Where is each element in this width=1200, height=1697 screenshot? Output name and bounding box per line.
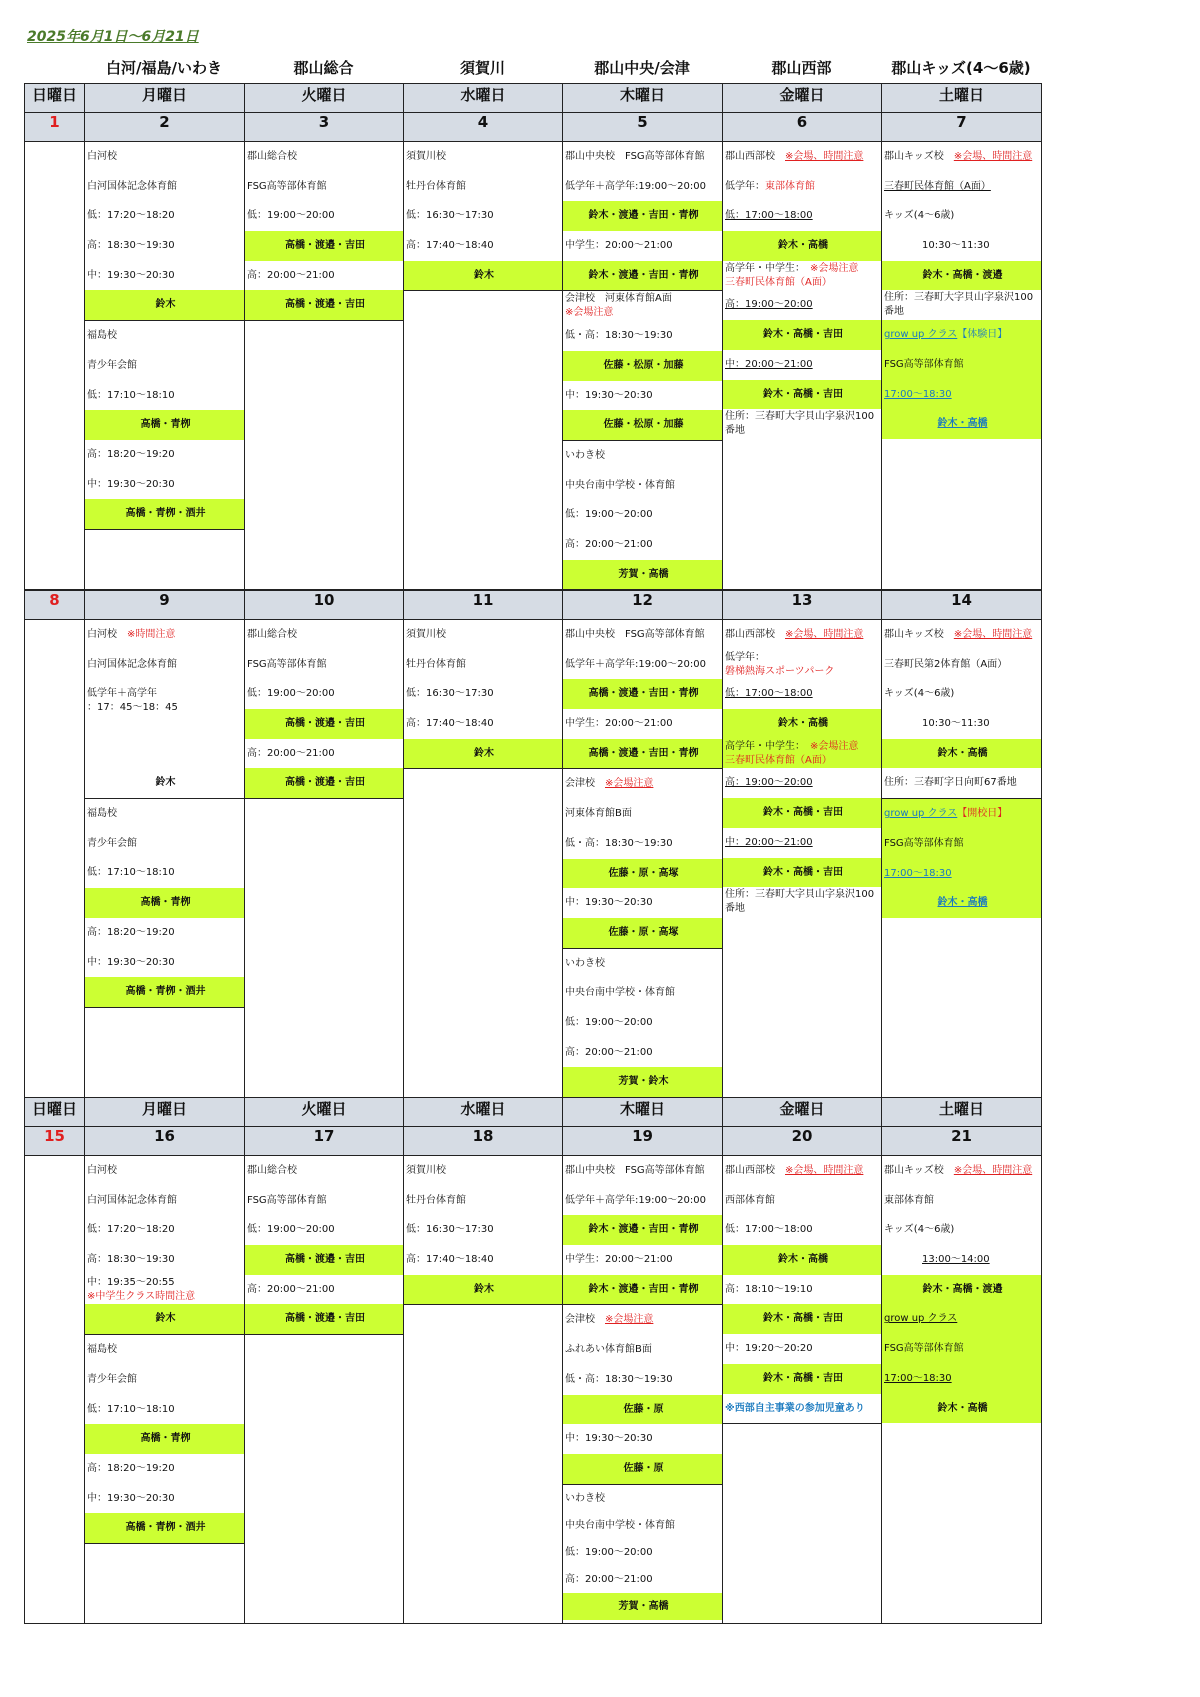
time-slot: 低学年＋高学年:19:00～20:00: [565, 1194, 707, 1206]
time-slot: 高：18:30～19:30: [87, 1254, 175, 1266]
time-slot: 高：20:00～21:00: [565, 538, 653, 550]
time-slot: 17:00～18:30: [884, 1372, 952, 1384]
staff-names: 佐藤・原: [563, 1395, 722, 1425]
time-slot: 高：20:00～21:00: [565, 1573, 653, 1585]
staff-names: 鈴木・高橋: [882, 739, 1041, 769]
day-cell-tue: [245, 1156, 404, 1624]
venue: 磐梯熱海スポーツパーク: [725, 665, 835, 677]
school-venue-note: [563, 291, 722, 321]
group-label: 高学年・中学生：: [725, 262, 800, 274]
staff-names: 高橋・渡邉・吉田: [245, 1304, 403, 1335]
staff-names: 鈴木・高橋: [723, 231, 881, 261]
venue-warning: ※会場、時間注意: [785, 629, 864, 640]
day-cell-tue: [245, 620, 404, 1098]
date-cell: 21: [882, 1127, 1042, 1156]
time-slot: 中：19:30～20:30: [87, 1492, 175, 1504]
time-slot: 10:30～11:30: [922, 240, 990, 252]
staff-names: 芳賀・高橋: [563, 560, 722, 590]
day-cell-sat: [882, 1156, 1042, 1624]
staff-names: 鈴木: [404, 1275, 562, 1306]
venue: FSG高等部体育館: [884, 1343, 964, 1355]
school-name: いわき校: [565, 1492, 605, 1504]
staff-names: 鈴木・高橋・渡邉: [882, 261, 1041, 291]
time-slot: 低：17:10～18:10: [87, 867, 175, 879]
school-line: [723, 620, 881, 650]
day-cell-tue: [245, 142, 404, 590]
venue: FSG高等部体育館: [247, 180, 327, 192]
time-slot: 低学年＋高学年:19:00～20:00: [565, 658, 707, 670]
column-heading-shirakawa: 白河/福島/いわき: [106, 59, 222, 77]
time-slot: 中：19:20～20:20: [725, 1343, 813, 1355]
weekday-fri: 金曜日: [723, 84, 882, 113]
school-name: 郡山キッズ校: [884, 151, 944, 162]
group-label: 低学年：: [725, 651, 765, 663]
growup-block: [882, 1304, 1041, 1423]
venue-warning: ※会場、時間注意: [953, 1165, 1033, 1176]
staff-names: 鈴木・渡邉・吉田・青栁: [563, 201, 722, 231]
school-line: [882, 1156, 1041, 1186]
staff-names: 高橋・青栁: [85, 410, 244, 440]
class-name: grow up クラス: [884, 808, 958, 820]
time-slot: 高：18:20～19:20: [87, 926, 175, 938]
address: [723, 409, 881, 439]
class-note: 【体験日】: [957, 329, 1008, 341]
school-name: 須賀川校: [406, 629, 446, 640]
day-cell-fri: [723, 620, 882, 1098]
weekday-header-row: [25, 1098, 1042, 1127]
school-name: 福島校: [87, 330, 117, 342]
staff-names: 高橋・渡邉・吉田: [245, 709, 403, 739]
venue: 中央台南中学校・体育館: [565, 479, 675, 491]
address-line: 住所：三春町大字貝山字泉沢100: [725, 411, 875, 423]
time-slot: 中：19:30～20:30: [565, 389, 653, 401]
staff-names: 高橋・青栁・酒井: [85, 1513, 244, 1544]
class-name: キッズ(4～6歳): [884, 210, 955, 222]
column-heading-koriyama-kids: 郡山キッズ(4～6歳): [891, 59, 1031, 77]
venue: 東部体育館: [765, 180, 815, 192]
date-cell: 19: [563, 1127, 723, 1156]
time-slot: 低：19:00～20:00: [565, 1016, 653, 1028]
group-venue-note: [723, 739, 881, 769]
staff-names: 鈴木・渡邉・吉田・青栁: [563, 261, 722, 292]
weekday-wed: 水曜日: [404, 1098, 563, 1127]
staff-names: 佐藤・原・高塚: [563, 918, 722, 949]
class-line: [882, 799, 1041, 829]
date-cell: 16: [85, 1127, 245, 1156]
date-cell: 12: [563, 591, 723, 620]
school-venue: 郡山中央校 FSG高等部体育館: [565, 629, 705, 640]
class-name: キッズ(4～6歳): [884, 688, 955, 700]
time-slot: 高：20:00～21:00: [247, 269, 335, 281]
time-slot: 低：17:20～18:20: [87, 210, 175, 222]
venue: 白河国体記念体育館: [87, 658, 177, 670]
group-line: [723, 172, 881, 202]
venue: 三春町民体育館（A面）: [725, 276, 832, 288]
staff-names: 鈴木: [85, 1304, 244, 1335]
day-cell-wed: [404, 142, 563, 590]
day-cell-sat: [882, 620, 1042, 1098]
address-line: 住所：三春町大字貝山字泉沢100: [725, 889, 875, 901]
venue: 三春町民体育館（A面）: [725, 754, 832, 766]
date-cell: 18: [404, 1127, 563, 1156]
date-row: [25, 591, 1042, 620]
day-cell-thu: [563, 620, 723, 1098]
school-name: 郡山総合校: [247, 629, 297, 640]
day-cell-sat: [882, 142, 1042, 590]
address-line: 番地: [725, 425, 745, 437]
staff-names: 芳賀・鈴木: [563, 1067, 722, 1097]
weekday-header-row: [25, 84, 1042, 113]
time-slot: 低・高：18:30～19:30: [565, 837, 673, 849]
staff-names: 鈴木・渡邉・吉田・青栁: [563, 1275, 722, 1306]
venue: 青少年会館: [87, 1373, 137, 1385]
calendar-week-1: [24, 83, 1042, 590]
venue-warning: ※会場、時間注意: [785, 151, 864, 162]
time-slot: 高：19:00～20:00: [725, 299, 813, 311]
date-sunday: 15: [25, 1127, 85, 1156]
school-venue: 郡山中央校 FSG高等部体育館: [565, 151, 705, 162]
time-slot: 中：19:30～20:30: [87, 956, 175, 968]
staff-names: 鈴木・高橋: [937, 1402, 988, 1414]
school-name: 郡山西部校: [725, 1165, 775, 1176]
venue: 牡丹台体育館: [406, 180, 466, 192]
sunday-cell: [25, 1156, 85, 1624]
time-slot: 高：17:40～18:40: [406, 1254, 494, 1266]
school-name: 郡山総合校: [247, 151, 297, 162]
weekday-tue: 火曜日: [245, 1098, 404, 1127]
school-line: [563, 1305, 722, 1335]
date-cell: 3: [245, 113, 404, 142]
venue: 牡丹台体育館: [406, 658, 466, 670]
staff-names: 鈴木・高橋・吉田: [723, 858, 881, 888]
date-cell: 4: [404, 113, 563, 142]
time-slot: 中：19:30～20:30: [565, 897, 653, 909]
date-sunday: 1: [25, 113, 85, 142]
combined-time-block: [85, 679, 244, 768]
staff-names: 鈴木・高橋・吉田: [723, 380, 881, 410]
venue: 青少年会館: [87, 359, 137, 371]
school-name: いわき校: [565, 957, 605, 969]
venue: FSG高等部体育館: [247, 1194, 327, 1206]
time-slot: 高：20:00～21:00: [247, 747, 335, 759]
school-line: [882, 142, 1041, 172]
time-slot: 17:00～18:30: [884, 867, 952, 879]
column-heading-koriyama-chuo: 郡山中央/会津: [594, 59, 690, 77]
group-venue: [723, 650, 881, 680]
time-slot: 中：19:30～20:30: [87, 269, 175, 281]
venue: FSG高等部体育館: [247, 658, 327, 670]
date-row: [25, 1127, 1042, 1156]
time-slot: 中学生：20:00～21:00: [565, 718, 673, 730]
weekday-mon: 月曜日: [85, 84, 245, 113]
calendar-week-3: [24, 1097, 1042, 1624]
staff-names: 鈴木: [404, 739, 562, 770]
date-sunday: 8: [25, 591, 85, 620]
weekday-fri: 金曜日: [723, 1098, 882, 1127]
weekday-sun: 日曜日: [25, 84, 85, 113]
date-cell: 20: [723, 1127, 882, 1156]
school-venue: 郡山中央校 FSG高等部体育館: [565, 1165, 705, 1176]
venue: 中央台南中学校・体育館: [565, 1519, 675, 1531]
date-cell: 14: [882, 591, 1042, 620]
time-slot: 低・高：18:30～19:30: [565, 330, 673, 342]
time-slot: 低：16:30～17:30: [406, 210, 494, 222]
venue: 三春町民第2体育館（A面）: [884, 658, 1008, 670]
time-slot: 高：17:40～18:40: [406, 718, 494, 730]
address-line: 番地: [884, 306, 904, 318]
staff-names: 佐藤・原・高塚: [563, 859, 722, 889]
staff-names: 高橋・青栁: [85, 888, 244, 918]
school-venue: 会津校 河東体育館A面: [565, 293, 672, 305]
venue: FSG高等部体育館: [884, 837, 964, 849]
date-cell: 6: [723, 113, 882, 142]
group-label: 低学年＋高学年: [87, 688, 157, 700]
class-name: grow up クラス: [884, 1313, 958, 1325]
time-slot: 低：19:00～20:00: [247, 688, 335, 700]
day-cell-thu: [563, 1156, 723, 1624]
time-slot: 低：19:00～20:00: [247, 1224, 335, 1236]
address-line: 住所：三春町大字貝山字泉沢100: [884, 292, 1034, 304]
school-line: [85, 620, 244, 650]
staff-names: 鈴木・高橋・吉田: [723, 798, 881, 828]
time-slot: 13:00～14:00: [922, 1254, 990, 1266]
participation-note: ※西部自主事業の参加児童あり: [723, 1394, 881, 1425]
venue-warning: ※会場、時間注意: [953, 629, 1033, 640]
day-cell-mon: [85, 1156, 245, 1624]
sunday-cell: [25, 142, 85, 590]
school-name: 郡山西部校: [725, 151, 775, 162]
time-slot: 高：17:40～18:40: [406, 240, 494, 252]
staff-names: 高橋・青栁・酒井: [85, 499, 244, 530]
weekday-thu: 木曜日: [563, 84, 723, 113]
venue: 東部体育館: [884, 1194, 934, 1206]
time-slot: 低：19:00～20:00: [247, 210, 335, 222]
time-slot: 低：16:30～17:30: [406, 688, 494, 700]
time-slot: 低：17:20～18:20: [87, 1224, 175, 1236]
school-name: 会津校: [565, 778, 595, 790]
class-line: [882, 320, 1041, 350]
time-slot: 高：19:00～20:00: [725, 777, 813, 789]
school-name: 郡山西部校: [725, 629, 775, 640]
venue: FSG高等部体育館: [884, 358, 964, 370]
day-cell-fri: [723, 142, 882, 590]
address: 住所：三春町字日向町67番地: [882, 768, 1041, 799]
school-name: 白河校: [87, 151, 117, 162]
staff-names: 高橋・渡邉・吉田・青栁: [563, 679, 722, 709]
time-slot: ：17：45～18：45: [87, 702, 178, 714]
venue: 西部体育館: [725, 1194, 775, 1206]
staff-names: 高橋・渡邉・吉田: [245, 768, 403, 799]
day-cell-wed: [404, 620, 563, 1098]
growup-block: [882, 320, 1041, 439]
staff-names: 高橋・渡邉・吉田: [245, 1245, 403, 1275]
staff-names: 鈴木・高橋: [937, 897, 988, 909]
time-slot: 低・高：18:30～19:30: [565, 1373, 673, 1385]
time-slot: 低：17:10～18:10: [87, 389, 175, 401]
weekday-wed: 水曜日: [404, 84, 563, 113]
school-name: 郡山キッズ校: [884, 1165, 944, 1176]
school-name: 須賀川校: [406, 151, 446, 162]
time-slot: 中：19:30～20:30: [565, 1433, 653, 1445]
venue-warning: ※会場注意: [605, 778, 654, 790]
group-label: 高学年・中学生：: [725, 740, 800, 752]
staff-names: 佐藤・松原・加藤: [563, 351, 722, 381]
venue: 白河国体記念体育館: [87, 1194, 177, 1206]
school-line: [563, 769, 722, 799]
time-slot: 中：19:35～20:55: [87, 1276, 175, 1288]
venue-warning: ※会場注意: [810, 740, 859, 752]
date-cell: 2: [85, 113, 245, 142]
date-cell: 7: [882, 113, 1042, 142]
time-slot: 高：18:10～19:10: [725, 1283, 813, 1295]
staff-names: 鈴木: [85, 768, 244, 799]
school-line: [723, 142, 881, 172]
time-slot: 中学生：20:00～21:00: [565, 1254, 673, 1266]
school-name: 福島校: [87, 808, 117, 820]
class-name: キッズ(4～6歳): [884, 1224, 955, 1236]
venue: 中央台南中学校・体育館: [565, 987, 675, 999]
class-name: grow up クラス: [884, 329, 958, 341]
school-line: [882, 620, 1041, 650]
address-line: 番地: [725, 903, 745, 915]
day-cell-mon: [85, 620, 245, 1098]
schedule-title: 2025年6月1日～6月21日: [27, 29, 199, 45]
time-slot: 高：18:20～19:20: [87, 1462, 175, 1474]
date-cell: 13: [723, 591, 882, 620]
venue-warning: ※会場注意: [565, 307, 614, 319]
staff-names: 鈴木・高橋: [723, 1245, 881, 1275]
time-warning: ※中学生クラス時間注意: [87, 1290, 196, 1302]
time-slot-note: [85, 1275, 244, 1305]
group-venue-note: [723, 261, 881, 291]
staff-names: 高橋・青栁・酒井: [85, 977, 244, 1008]
time-slot: 中：19:30～20:30: [87, 478, 175, 490]
school-name: 会津校: [565, 1314, 595, 1326]
day-cell-fri: [723, 1156, 882, 1624]
time-slot: 10:30～11:30: [922, 718, 990, 730]
staff-names: 高橋・渡邉・吉田: [245, 231, 403, 261]
staff-names: 鈴木・高橋・吉田: [723, 320, 881, 350]
venue: 牡丹台体育館: [406, 1194, 466, 1206]
school-name: 白河校: [87, 629, 117, 640]
time-slot: 低学年＋高学年:19:00～20:00: [565, 180, 707, 192]
group-label: 低学年：: [725, 180, 765, 192]
time-slot: 低：19:00～20:00: [565, 1546, 653, 1558]
school-name: 福島校: [87, 1344, 117, 1356]
venue: 白河国体記念体育館: [87, 180, 177, 192]
sunday-cell: [25, 620, 85, 1098]
venue-warning: ※会場注意: [810, 262, 859, 274]
school-name: 郡山キッズ校: [884, 629, 944, 640]
growup-block: [882, 799, 1041, 918]
staff-names: 鈴木・渡邉・吉田・青栁: [563, 1215, 722, 1245]
venue: 三春町民体育館（A面）: [884, 180, 991, 192]
school-name: 郡山総合校: [247, 1165, 297, 1176]
time-warning: ※時間注意: [127, 629, 176, 640]
date-row: [25, 113, 1042, 142]
school-name: 須賀川校: [406, 1165, 446, 1176]
address: [882, 290, 1041, 320]
school-name: 白河校: [87, 1165, 117, 1176]
time-slot: 低：19:00～20:00: [565, 509, 653, 521]
time-slot: 高：18:30～19:30: [87, 240, 175, 252]
staff-names: 鈴木: [404, 261, 562, 292]
time-slot: 低：17:00～18:00: [725, 1224, 813, 1236]
staff-names: 鈴木・高橋: [723, 709, 881, 739]
time-slot: 17:00～18:30: [884, 388, 952, 400]
venue: ふれあい体育館B面: [565, 1344, 652, 1356]
time-slot: 高：20:00～21:00: [565, 1046, 653, 1058]
staff-names: 鈴木・高橋・吉田: [723, 1304, 881, 1334]
staff-names: 鈴木・高橋: [937, 418, 988, 430]
staff-names: 高橋・渡邉・吉田: [245, 290, 403, 321]
day-cell-thu: [563, 142, 723, 590]
date-cell: 5: [563, 113, 723, 142]
staff-names: 鈴木: [85, 290, 244, 321]
time-slot: 低：17:00～18:00: [725, 210, 813, 222]
school-line: [723, 1156, 881, 1186]
staff-names: 佐藤・原: [563, 1454, 722, 1485]
venue: 青少年会館: [87, 837, 137, 849]
staff-names: 佐藤・松原・加藤: [563, 410, 722, 441]
column-heading-koriyama-seibu: 郡山西部: [771, 59, 832, 77]
weekday-thu: 木曜日: [563, 1098, 723, 1127]
column-heading-sukagawa: 須賀川: [459, 59, 505, 77]
time-slot: 中：20:00～21:00: [725, 836, 813, 848]
staff-names: 高橋・青栁: [85, 1424, 244, 1454]
weekday-mon: 月曜日: [85, 1098, 245, 1127]
day-cell-wed: [404, 1156, 563, 1624]
calendar-week-2: [24, 590, 1042, 1098]
date-cell: 11: [404, 591, 563, 620]
time-slot: 低：16:30～17:30: [406, 1224, 494, 1236]
date-cell: 9: [85, 591, 245, 620]
staff-names: 鈴木・高橋・渡邉: [882, 1275, 1041, 1305]
venue-warning: ※会場注意: [605, 1314, 654, 1326]
weekday-sat: 土曜日: [882, 1098, 1042, 1127]
time-slot: 低：17:10～18:10: [87, 1403, 175, 1415]
column-heading-koriyama-sogo: 郡山総合: [293, 59, 354, 77]
weekday-tue: 火曜日: [245, 84, 404, 113]
staff-names: 高橋・渡邉・吉田・青栁: [563, 739, 722, 770]
time-slot: 中：20:00～21:00: [725, 358, 813, 370]
venue-warning: ※会場、時間注意: [785, 1165, 864, 1176]
time-slot: 中学生：20:00～21:00: [565, 240, 673, 252]
venue: 河東体育館B面: [565, 808, 632, 820]
date-cell: 17: [245, 1127, 404, 1156]
time-slot: 低：17:00～18:00: [725, 688, 813, 700]
class-note: 【開校日】: [957, 808, 1008, 820]
staff-names: 芳賀・高橋: [563, 1593, 722, 1620]
address: [723, 887, 881, 917]
weekday-sun: 日曜日: [25, 1098, 85, 1127]
day-cell-mon: [85, 142, 245, 590]
time-slot: 高：20:00～21:00: [247, 1283, 335, 1295]
venue-warning: ※会場、時間注意: [953, 151, 1033, 162]
staff-names: 鈴木・高橋・吉田: [723, 1364, 881, 1394]
school-name: いわき校: [565, 449, 605, 461]
weekday-sat: 土曜日: [882, 84, 1042, 113]
date-cell: 10: [245, 591, 404, 620]
time-slot: 高：18:20～19:20: [87, 448, 175, 460]
